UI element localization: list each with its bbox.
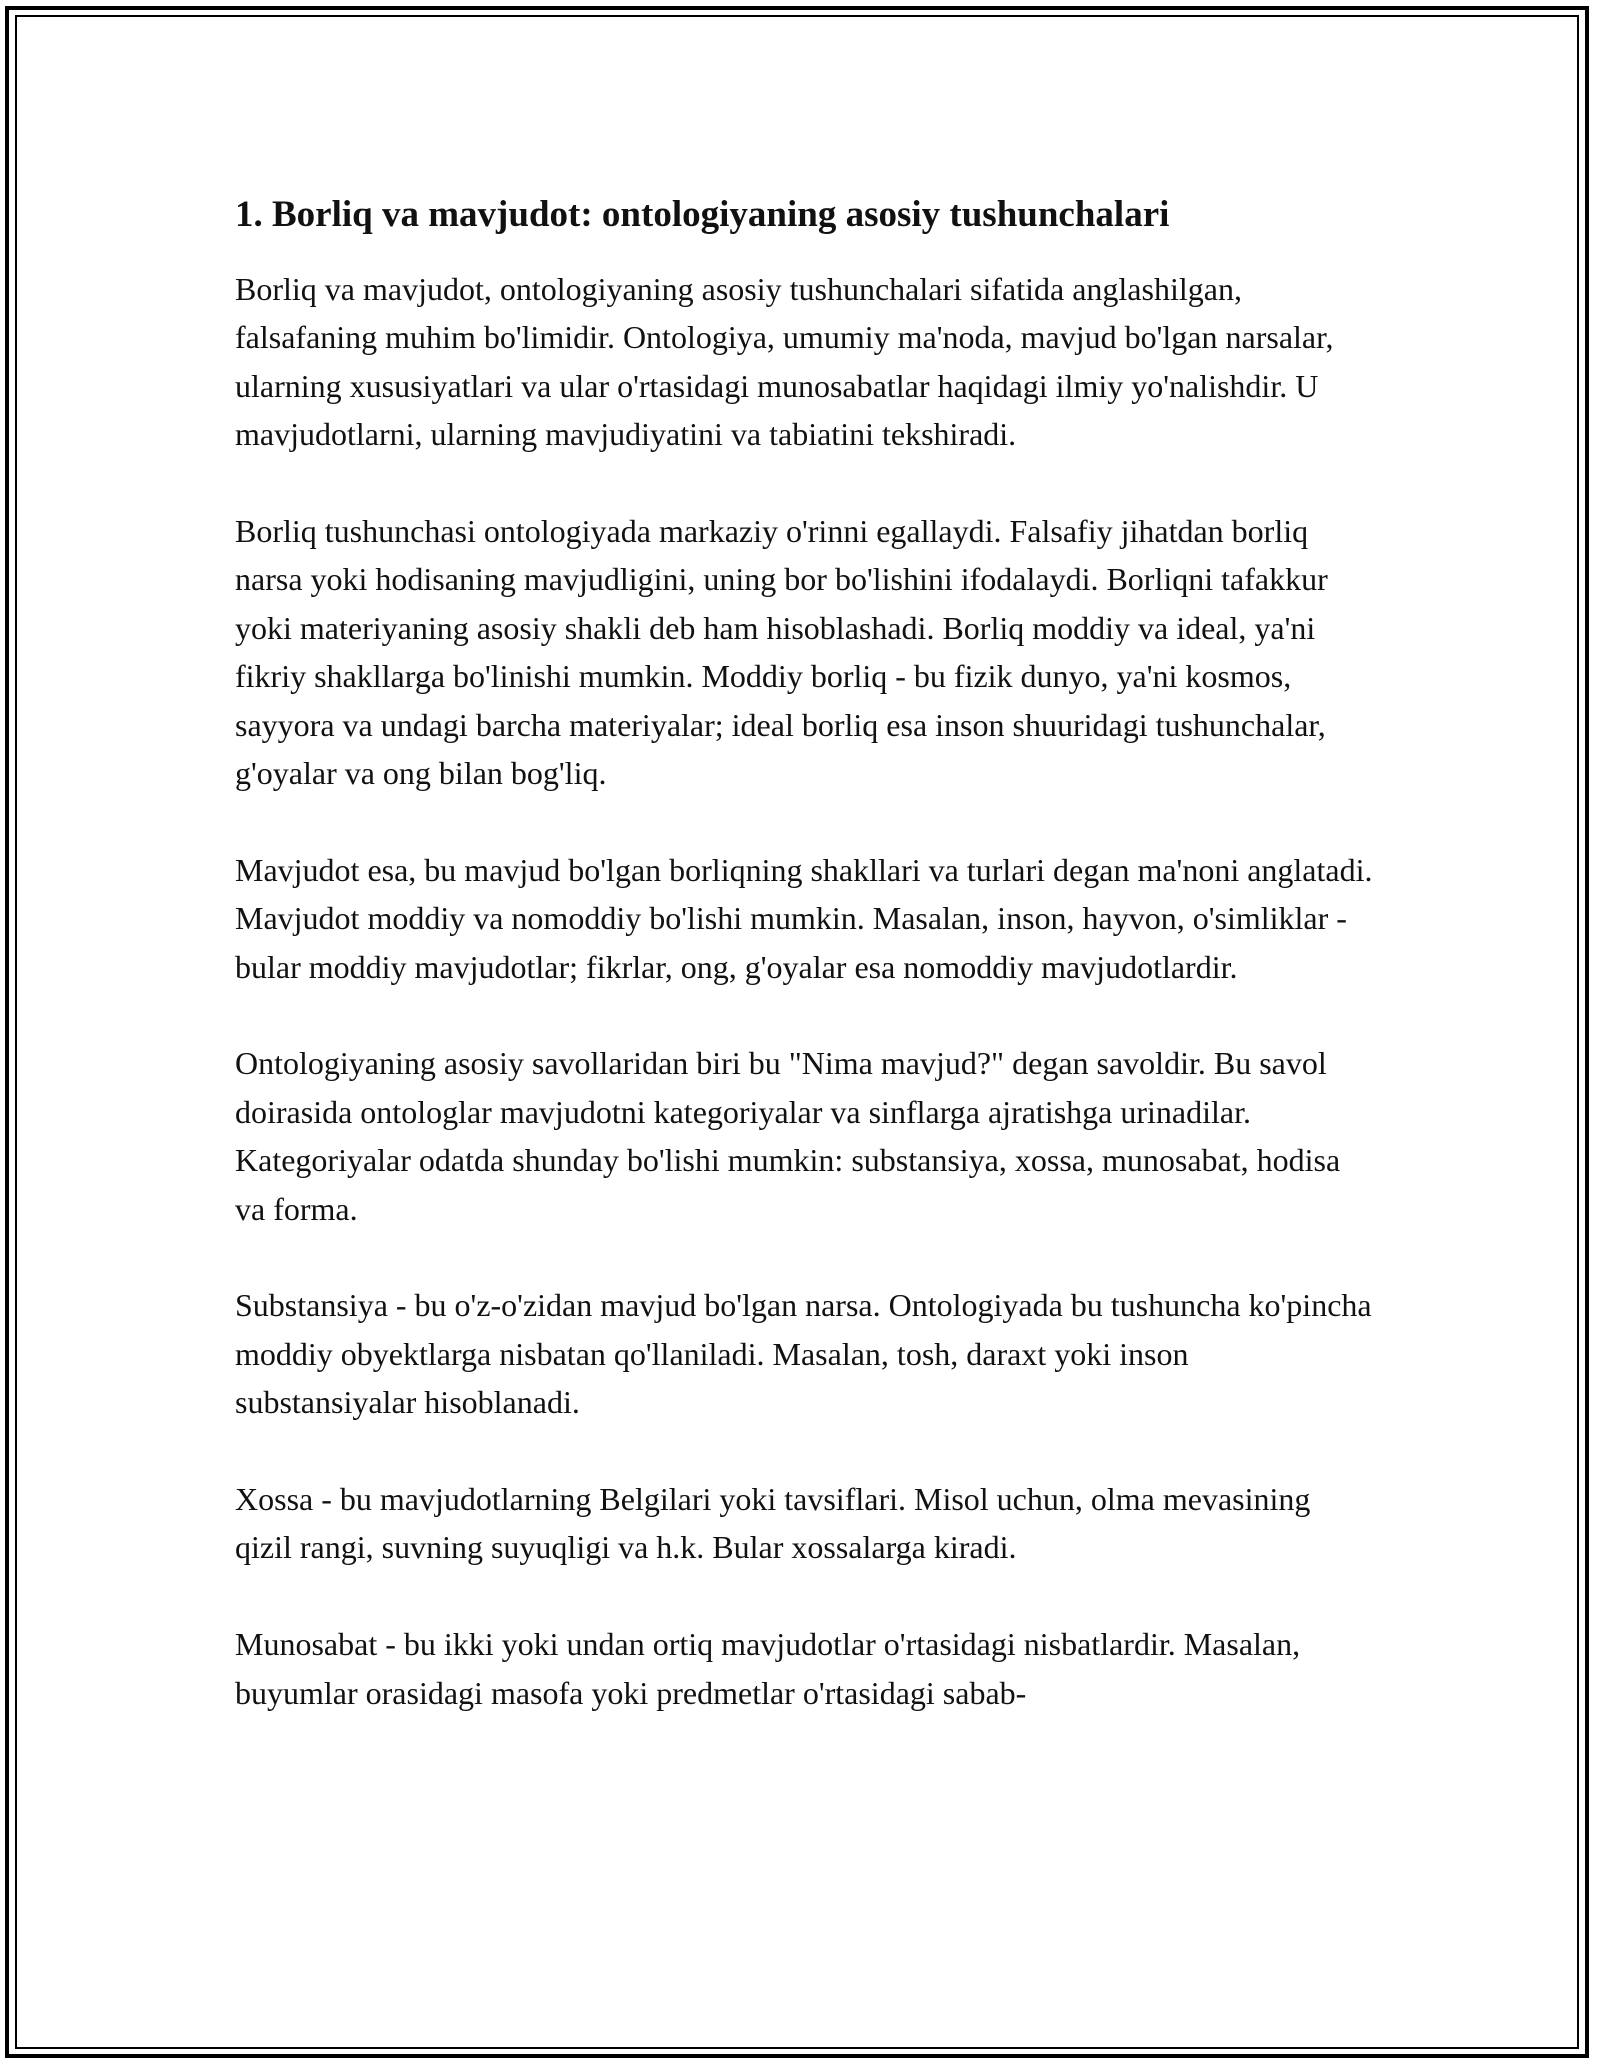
paragraph-intro: Borliq va mavjudot, ontologiyaning asosiy tushunchalari sifatida anglashilgan, falsafaning muhim bo'limidir. Ontologiya, umumiy ma'noda, mavjud bo'lgan narsalar, ularning xususiyatlari va ular o'rtasidagi munosabatlar haqidagi ilmiy yo'nalishdir. U mavjudotlarni, ularning mavjudiyatini va tabiatini tekshiradi. — [235, 271, 1334, 453]
section-heading: 1. Borliq va mavjudot: ontologiyaning asosiy tushunchalari — [235, 194, 1170, 235]
document-body — [235, 188, 1375, 1717]
paragraph-munosabat: Munosabat - bu ikki yoki undan ortiq mavjudotlar o'rtasidagi nisbatlardir. Masalan, buyumlar orasidagi masofa yoki predmetlar o'rtasidagi sabab- — [235, 1626, 1301, 1711]
paragraph-categories: Ontologiyaning asosiy savollaridan biri bu "Nima mavjud?" degan savoldir. Bu savol doirasida ontologlar mavjudotni kategoriyalar va sinflarga ajratishga urinadilar. Kategoriyalar odatda shunday bo'lishi mumkin: substansiya, xossa, munosabat, hodisa va forma. — [235, 1045, 1341, 1227]
paragraph-xossa: Xossa - bu mavjudotlarning Belgilari yoki tavsiflari. Misol uchun, olma mevasining qizil rangi, suvning suyuqligi va h.k. Bular xossalarga kiradi. — [235, 1481, 1311, 1566]
paragraph-borliq: Borliq tushunchasi ontologiyada markaziy o'rinni egallaydi. Falsafiy jihatdan borliq narsa yoki hodisaning mavjudligini, uning bor bo'lishini ifodalaydi. Borliqni tafakkur yoki materiyaning asosiy shakli deb ham hisoblashadi. Borliq moddiy va ideal, ya'ni fikriy shakllarga bo'linishi mumkin. Moddiy borliq - bu fizik dunyo, ya'ni kosmos, sayyora va undagi barcha materiyalar; ideal borliq esa inson shuuridagi tushunchalar, g'oyalar va ong bilan bog'liq. — [235, 513, 1328, 792]
paragraph-mavjudot: Mavjudot esa, bu mavjud bo'lgan borliqning shakllari va turlari degan ma'noni anglatadi. Mavjudot moddiy va nomoddiy bo'lishi mumkin. Masalan, inson, hayvon, o'simliklar - bular moddiy mavjudotlar; fikrlar, ong, g'oyalar esa nomoddiy mavjudotlardir. — [235, 851, 1373, 985]
paragraph-substansiya: Substansiya - bu o'z-o'zidan mavjud bo'lgan narsa. Ontologiyada bu tushuncha ko'pincha moddiy obyektlarga nisbatan qo'llaniladi. Masalan, tosh, daraxt yoki inson substansiyalar hisoblanadi. — [235, 1287, 1372, 1421]
